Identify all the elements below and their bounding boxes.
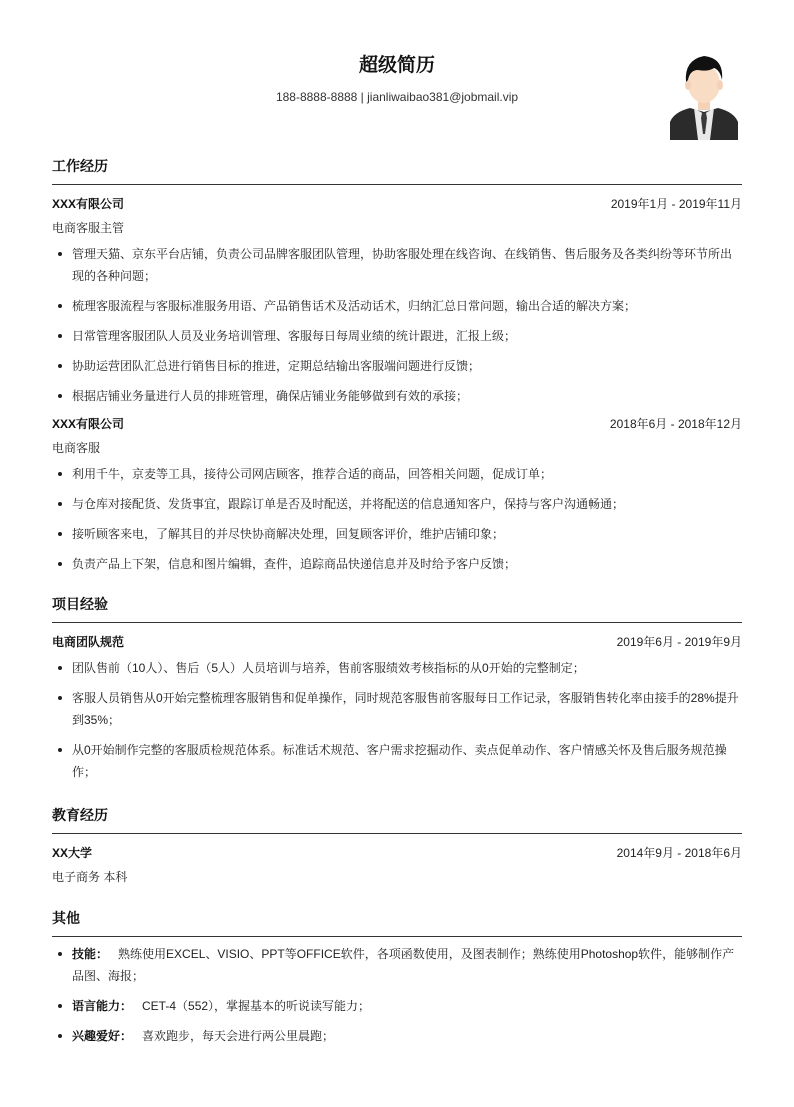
job-title: 电商客服主管 bbox=[52, 221, 125, 235]
degree-major: 电子商务 本科 bbox=[52, 870, 128, 884]
other-section bbox=[52, 908, 742, 1055]
section-title-other: 其他 bbox=[52, 908, 742, 937]
list-item: 团队售前（10人）、售后（5人）人员培训与培养，售前客服绩效考核指标的从0开始的完整制定； bbox=[52, 657, 742, 679]
list-item: 负责产品上下架，信息和图片编辑，查件，追踪商品快递信息并及时给予客户反馈； bbox=[52, 553, 742, 575]
list-item: 接听顾客来电，了解其目的并尽快协商解决处理，回复顾客评价，维护店铺印象； bbox=[52, 523, 742, 545]
date-range: 2018年6月 - 2018年12月 bbox=[609, 417, 742, 431]
company-name: XXX有限公司 bbox=[52, 197, 125, 211]
list-item bbox=[52, 943, 742, 987]
bullet-list bbox=[52, 463, 742, 575]
work-section bbox=[52, 156, 742, 583]
skill-value: 熟练使用EXCEL、VISIO、PPT等OFFICE软件，各项函数使用，及图表制作；熟练使用Photoshop软件，能够制作产品图、海报； bbox=[72, 947, 735, 983]
section-title-work: 工作经历 bbox=[52, 156, 742, 185]
date-range: 2014年9月 - 2018年6月 bbox=[616, 846, 742, 860]
section-title-project: 项目经验 bbox=[52, 594, 742, 623]
list-item: 利用千牛，京麦等工具，接待公司网店顾客，推荐合适的商品，回答相关问题，促成订单； bbox=[52, 463, 742, 485]
list-item: 从0开始制作完整的客服质检规范体系。标准话术规范、客户需求挖掘动作、卖点促单动作、客户情感关怀及售后服务规范操作； bbox=[52, 739, 742, 783]
project-section bbox=[52, 594, 742, 791]
school-name: XX大学 bbox=[52, 846, 93, 860]
resume-page bbox=[52, 0, 742, 1107]
bullet-list bbox=[52, 943, 742, 1047]
language-label: 语言能力： bbox=[72, 999, 133, 1013]
skill-label: 技能： bbox=[72, 947, 109, 961]
list-item: 日常管理客服团队人员及业务培训管理、客服每日每周业绩的统计跟进，汇报上级； bbox=[52, 325, 742, 347]
entry-header bbox=[52, 415, 742, 433]
hobby-value: 喜欢跑步，每天会进行两公里晨跑； bbox=[142, 1029, 335, 1043]
project-name: 电商团队规范 bbox=[52, 635, 125, 649]
date-range: 2019年6月 - 2019年9月 bbox=[616, 635, 742, 649]
entry-header bbox=[52, 195, 742, 213]
hobby-label: 兴趣爱好： bbox=[72, 1029, 133, 1043]
company-name: XXX有限公司 bbox=[52, 417, 125, 431]
list-item bbox=[52, 1025, 742, 1047]
section-title-education: 教育经历 bbox=[52, 805, 742, 834]
list-item: 协助运营团队汇总进行销售目标的推进，定期总结输出客服端问题进行反馈； bbox=[52, 355, 742, 377]
entry-header bbox=[52, 633, 742, 651]
avatar-photo bbox=[670, 50, 738, 140]
resume-header bbox=[52, 52, 742, 112]
bullet-list bbox=[52, 243, 742, 407]
list-item: 管理天猫、京东平台店铺，负责公司品牌客服团队管理，协助客服处理在线咨询、在线销售、售后服务及各类纠纷等环节所出现的各种问题； bbox=[52, 243, 742, 287]
contact-info: 188-8888-8888 | jianliwaibao381@jobmail.vip bbox=[275, 90, 519, 104]
list-item: 客服人员销售从0开始完整梳理客服销售和促单操作，同时规范客服售前客服每日工作记录，客服销售转化率由接手的28%提升到35%； bbox=[52, 687, 742, 731]
education-section bbox=[52, 805, 742, 886]
job-title: 电商客服 bbox=[52, 441, 101, 455]
list-item bbox=[52, 995, 742, 1017]
entry-header bbox=[52, 844, 742, 862]
date-range: 2019年1月 - 2019年11月 bbox=[610, 197, 742, 211]
bullet-list bbox=[52, 657, 742, 783]
list-item: 与仓库对接配货、发货事宜，跟踪订单是否及时配送，并将配送的信息通知客户，保持与客户沟通畅通； bbox=[52, 493, 742, 515]
language-value: CET-4（552），掌握基本的听说读写能力； bbox=[142, 999, 371, 1013]
resume-name: 超级简历 bbox=[358, 55, 435, 76]
list-item: 根据店铺业务量进行人员的排班管理，确保店铺业务能够做到有效的承接； bbox=[52, 385, 742, 407]
list-item: 梳理客服流程与客服标准服务用语、产品销售话术及活动话术，归纳汇总日常问题，输出合适的解决方案； bbox=[52, 295, 742, 317]
